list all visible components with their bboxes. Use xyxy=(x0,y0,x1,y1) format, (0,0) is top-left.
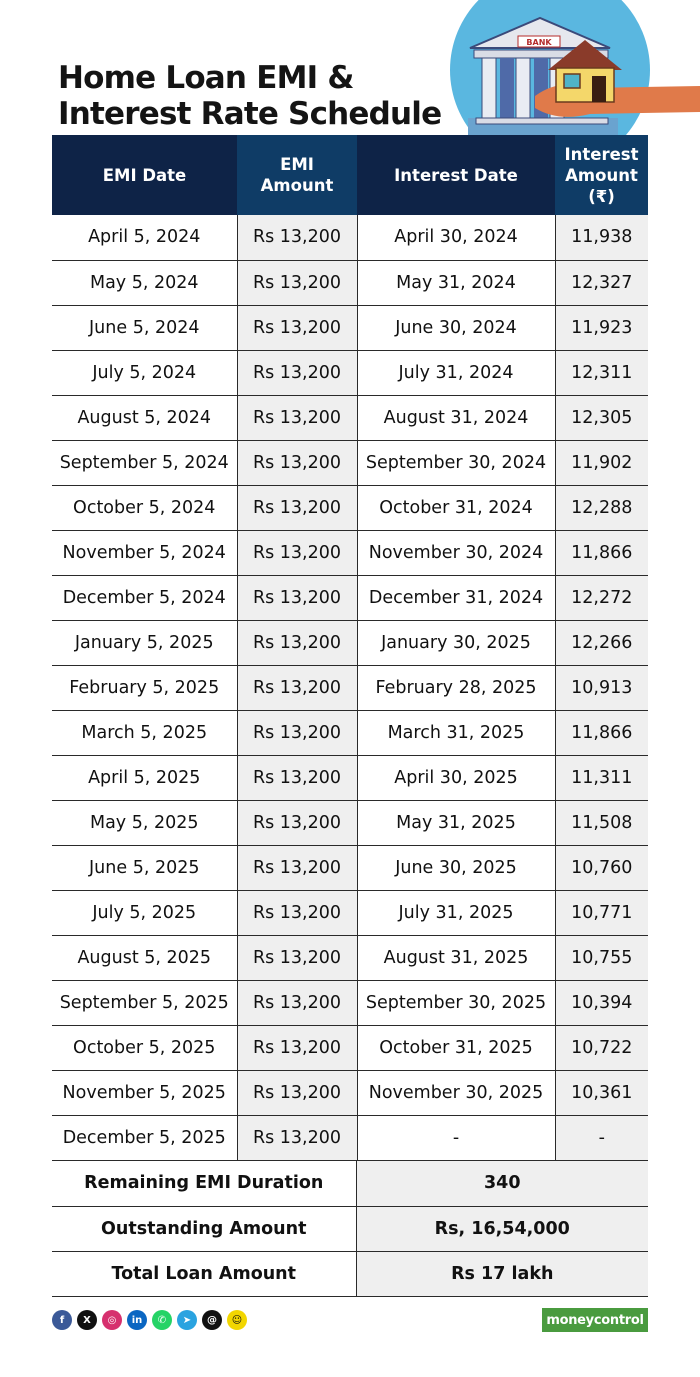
summary-value: Rs, 16,54,000 xyxy=(356,1206,648,1251)
cell-emi-amount: Rs 13,200 xyxy=(237,980,357,1025)
cell-interest-date: November 30, 2024 xyxy=(357,530,555,575)
cell-emi-date: January 5, 2025 xyxy=(52,620,237,665)
cell-emi-amount: Rs 13,200 xyxy=(237,710,357,755)
title-line-2: Interest Rate Schedule xyxy=(58,96,442,132)
cell-interest-amount: 12,272 xyxy=(555,575,648,620)
cell-interest-date: February 28, 2025 xyxy=(357,665,555,710)
table-row xyxy=(52,575,648,620)
cell-emi-date: December 5, 2025 xyxy=(52,1115,237,1160)
cell-interest-date: May 31, 2025 xyxy=(357,800,555,845)
table-row xyxy=(52,1070,648,1115)
cell-emi-amount: Rs 13,200 xyxy=(237,305,357,350)
table-row xyxy=(52,395,648,440)
table-row xyxy=(52,620,648,665)
table-row xyxy=(52,215,648,260)
summary-row xyxy=(52,1251,648,1296)
cell-emi-amount: Rs 13,200 xyxy=(237,620,357,665)
cell-emi-date: October 5, 2024 xyxy=(52,485,237,530)
bank-column-1 xyxy=(482,58,496,120)
cell-emi-date: August 5, 2024 xyxy=(52,395,237,440)
cell-interest-amount: 11,938 xyxy=(555,215,648,260)
moneycontrol-logo[interactable]: moneycontrol xyxy=(542,1308,648,1332)
header-emi-amount: EMI Amount xyxy=(237,135,357,215)
cell-interest-date: December 31, 2024 xyxy=(357,575,555,620)
telegram-icon[interactable]: ➤ xyxy=(177,1310,197,1330)
whatsapp-icon[interactable]: ✆ xyxy=(152,1310,172,1330)
summary-row xyxy=(52,1161,648,1206)
cell-interest-amount: - xyxy=(555,1115,648,1160)
cell-interest-amount: 11,311 xyxy=(555,755,648,800)
cell-interest-date: June 30, 2024 xyxy=(357,305,555,350)
cell-emi-date: October 5, 2025 xyxy=(52,1025,237,1070)
table-row xyxy=(52,260,648,305)
cell-emi-date: April 5, 2025 xyxy=(52,755,237,800)
house-door xyxy=(592,76,606,102)
cell-interest-date: April 30, 2024 xyxy=(357,215,555,260)
summary-label: Remaining EMI Duration xyxy=(52,1161,356,1206)
cell-interest-amount: 10,771 xyxy=(555,890,648,935)
table-header-row xyxy=(52,135,648,215)
summary-table xyxy=(52,1161,648,1297)
header-interest-date: Interest Date xyxy=(357,135,555,215)
cell-interest-date: August 31, 2025 xyxy=(357,935,555,980)
table-row xyxy=(52,800,648,845)
facebook-icon[interactable]: f xyxy=(52,1310,72,1330)
cell-interest-date: October 31, 2024 xyxy=(357,485,555,530)
cell-interest-amount: 12,288 xyxy=(555,485,648,530)
cell-interest-date: March 31, 2025 xyxy=(357,710,555,755)
cell-emi-amount: Rs 13,200 xyxy=(237,800,357,845)
cell-emi-amount: Rs 13,200 xyxy=(237,215,357,260)
x-icon[interactable]: X xyxy=(77,1310,97,1330)
cell-interest-amount: 11,866 xyxy=(555,710,648,755)
cell-emi-date: June 5, 2024 xyxy=(52,305,237,350)
cell-interest-amount: 10,913 xyxy=(555,665,648,710)
bank-column-gap-1 xyxy=(500,58,514,120)
cell-interest-amount: 12,305 xyxy=(555,395,648,440)
cell-emi-amount: Rs 13,200 xyxy=(237,935,357,980)
summary-label: Total Loan Amount xyxy=(52,1251,356,1296)
summary-value: Rs 17 lakh xyxy=(356,1251,648,1296)
cell-interest-amount: 11,902 xyxy=(555,440,648,485)
table-row xyxy=(52,755,648,800)
cell-emi-date: September 5, 2025 xyxy=(52,980,237,1025)
table-row xyxy=(52,530,648,575)
cell-interest-date: June 30, 2025 xyxy=(357,845,555,890)
table-row xyxy=(52,935,648,980)
cell-emi-date: May 5, 2025 xyxy=(52,800,237,845)
house-window xyxy=(564,74,580,88)
table-row xyxy=(52,890,648,935)
cell-emi-date: December 5, 2024 xyxy=(52,575,237,620)
cell-interest-date: October 31, 2025 xyxy=(357,1025,555,1070)
table-row xyxy=(52,440,648,485)
cell-emi-date: April 5, 2024 xyxy=(52,215,237,260)
cell-interest-date: January 30, 2025 xyxy=(357,620,555,665)
cell-emi-amount: Rs 13,200 xyxy=(237,485,357,530)
cell-interest-amount: 10,394 xyxy=(555,980,648,1025)
cell-interest-amount: 11,923 xyxy=(555,305,648,350)
table-row xyxy=(52,1025,648,1070)
cell-emi-amount: Rs 13,200 xyxy=(237,530,357,575)
bank-column-2 xyxy=(516,58,530,120)
cell-interest-amount: 11,866 xyxy=(555,530,648,575)
bank-sign-text: BANK xyxy=(526,38,552,47)
cell-interest-amount: 11,508 xyxy=(555,800,648,845)
cell-emi-amount: Rs 13,200 xyxy=(237,1115,357,1160)
cell-emi-date: February 5, 2025 xyxy=(52,665,237,710)
summary-value: 340 xyxy=(356,1161,648,1206)
table-row xyxy=(52,710,648,755)
social-icons-row xyxy=(52,1310,247,1330)
page-title xyxy=(58,60,458,132)
cell-emi-date: March 5, 2025 xyxy=(52,710,237,755)
instagram-icon[interactable]: ◎ xyxy=(102,1310,122,1330)
cell-emi-date: May 5, 2024 xyxy=(52,260,237,305)
cell-interest-amount: 10,722 xyxy=(555,1025,648,1070)
cell-emi-date: August 5, 2025 xyxy=(52,935,237,980)
cell-emi-amount: Rs 13,200 xyxy=(237,665,357,710)
snapchat-icon[interactable]: ☺ xyxy=(227,1310,247,1330)
cell-emi-amount: Rs 13,200 xyxy=(237,260,357,305)
summary-label: Outstanding Amount xyxy=(52,1206,356,1251)
table-row xyxy=(52,665,648,710)
cell-interest-amount: 12,311 xyxy=(555,350,648,395)
table-row xyxy=(52,350,648,395)
cell-interest-date: August 31, 2024 xyxy=(357,395,555,440)
cell-interest-amount: 10,755 xyxy=(555,935,648,980)
cell-emi-date: July 5, 2025 xyxy=(52,890,237,935)
cell-emi-amount: Rs 13,200 xyxy=(237,575,357,620)
bank-illustration-svg xyxy=(440,0,700,135)
table-row xyxy=(52,1115,648,1160)
cell-emi-amount: Rs 13,200 xyxy=(237,890,357,935)
cell-emi-amount: Rs 13,200 xyxy=(237,755,357,800)
cell-emi-date: July 5, 2024 xyxy=(52,350,237,395)
cell-emi-amount: Rs 13,200 xyxy=(237,440,357,485)
cell-interest-date: September 30, 2024 xyxy=(357,440,555,485)
cell-emi-amount: Rs 13,200 xyxy=(237,1025,357,1070)
table-row xyxy=(52,980,648,1025)
table-row xyxy=(52,305,648,350)
cell-emi-amount: Rs 13,200 xyxy=(237,350,357,395)
header-emi-date: EMI Date xyxy=(52,135,237,215)
summary-body xyxy=(52,1161,648,1296)
bank-house-illustration xyxy=(440,0,700,135)
cell-interest-date: November 30, 2025 xyxy=(357,1070,555,1115)
cell-emi-date: September 5, 2024 xyxy=(52,440,237,485)
cell-interest-amount: 12,266 xyxy=(555,620,648,665)
cell-interest-date: September 30, 2025 xyxy=(357,980,555,1025)
cell-emi-date: June 5, 2025 xyxy=(52,845,237,890)
table-row xyxy=(52,485,648,530)
title-line-1: Home Loan EMI & xyxy=(58,60,354,96)
cell-interest-amount: 10,760 xyxy=(555,845,648,890)
cell-interest-date: May 31, 2024 xyxy=(357,260,555,305)
bank-base xyxy=(476,118,608,124)
header-interest-amount: Interest Amount (₹) xyxy=(555,135,648,215)
cell-interest-date: July 31, 2024 xyxy=(357,350,555,395)
cell-interest-date: July 31, 2025 xyxy=(357,890,555,935)
threads-icon[interactable]: @ xyxy=(202,1310,222,1330)
cell-emi-amount: Rs 13,200 xyxy=(237,1070,357,1115)
cell-interest-amount: 10,361 xyxy=(555,1070,648,1115)
cell-emi-amount: Rs 13,200 xyxy=(237,845,357,890)
table-body xyxy=(52,215,648,1160)
cell-emi-date: November 5, 2024 xyxy=(52,530,237,575)
cell-interest-date: - xyxy=(357,1115,555,1160)
cell-emi-date: November 5, 2025 xyxy=(52,1070,237,1115)
summary-row xyxy=(52,1206,648,1251)
linkedin-icon[interactable]: in xyxy=(127,1310,147,1330)
cell-interest-date: April 30, 2025 xyxy=(357,755,555,800)
cell-interest-amount: 12,327 xyxy=(555,260,648,305)
table-row xyxy=(52,845,648,890)
cell-emi-amount: Rs 13,200 xyxy=(237,395,357,440)
emi-schedule-table xyxy=(52,135,648,1161)
